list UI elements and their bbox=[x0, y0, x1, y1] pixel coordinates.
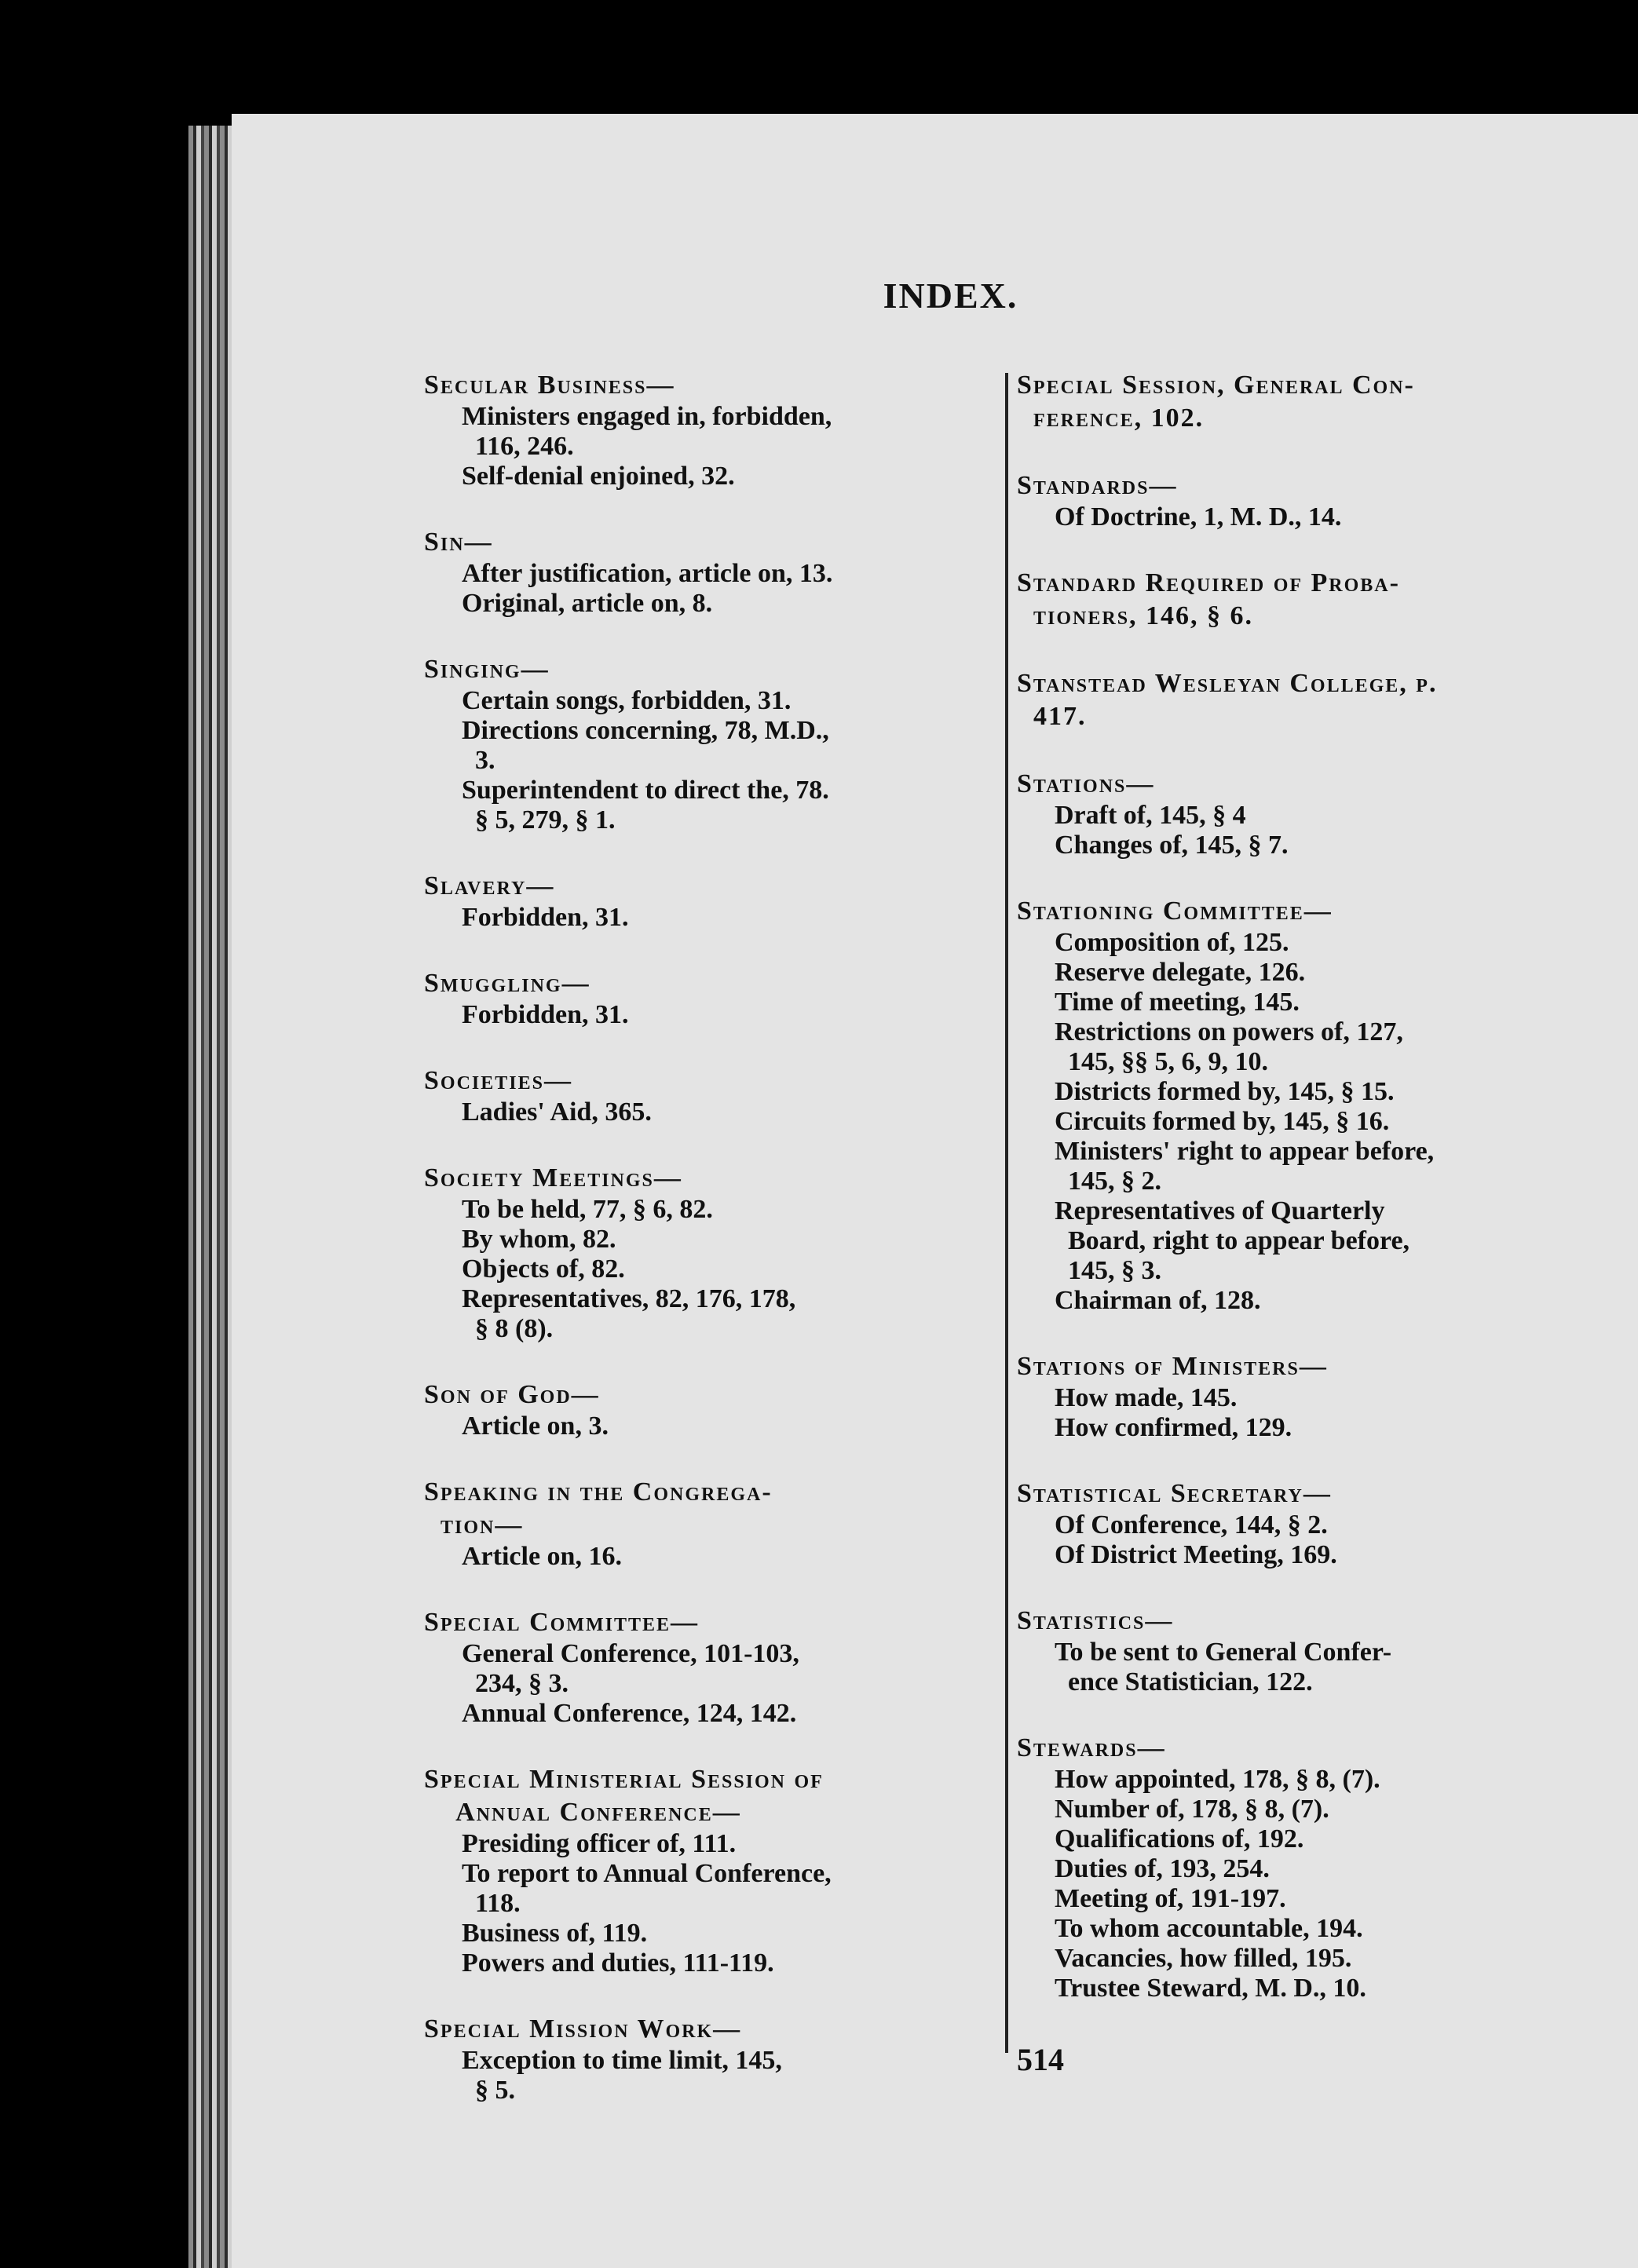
index-subentry: Composition of, 125. bbox=[1055, 928, 1289, 957]
index-heading: Stations of Ministers— bbox=[1017, 1352, 1328, 1381]
index-subentry: Board, right to appear before, bbox=[1055, 1226, 1410, 1255]
index-heading: Singing— bbox=[424, 655, 550, 684]
index-subentry: Powers and duties, 111-119. bbox=[462, 1948, 774, 1978]
index-subentry: Forbidden, 31. bbox=[462, 903, 629, 932]
index-heading: Speaking in the Congrega- tion— bbox=[424, 1477, 773, 1539]
index-subentry: 118. bbox=[462, 1889, 521, 1918]
index-subentry: Qualifications of, 192. bbox=[1055, 1824, 1304, 1853]
index-subentry: By whom, 82. bbox=[462, 1225, 616, 1254]
index-entry bbox=[1017, 369, 1638, 435]
index-heading: Standard Required of Proba- tioners, 146, § 6. bbox=[1017, 568, 1400, 630]
index-subentry: To whom accountable, 194. bbox=[1055, 1914, 1363, 1943]
index-heading: Special Committee— bbox=[424, 1608, 699, 1637]
index-heading: Societies— bbox=[424, 1066, 572, 1095]
index-subentry: 234, § 3. bbox=[462, 1669, 569, 1698]
index-heading: Sin— bbox=[424, 528, 493, 557]
index-entry bbox=[1017, 768, 1638, 860]
index-heading: Special Ministerial Session of Annual Conference— bbox=[424, 1765, 824, 1827]
book-page bbox=[232, 114, 1638, 2268]
index-subentry: Number of, 178, § 8, (7). bbox=[1055, 1795, 1329, 1824]
index-subentry: Directions concerning, 78, M.D., bbox=[462, 716, 829, 745]
index-subentry: Self-denial enjoined, 32. bbox=[462, 462, 735, 491]
index-subentry: How confirmed, 129. bbox=[1055, 1413, 1292, 1442]
index-subentry: Of District Meeting, 169. bbox=[1055, 1540, 1337, 1569]
index-heading: Slavery— bbox=[424, 871, 555, 900]
index-subentry: Vacancies, how filled, 195. bbox=[1055, 1944, 1352, 1973]
index-entry bbox=[1017, 469, 1638, 532]
index-heading: Special Mission Work— bbox=[424, 2014, 742, 2043]
index-subentry: Restrictions on powers of, 127, bbox=[1055, 1017, 1403, 1046]
index-subentry: Circuits formed by, 145, § 16. bbox=[1055, 1107, 1390, 1136]
page-number: 514 bbox=[1017, 2042, 1064, 2077]
page-edge bbox=[188, 126, 236, 2268]
index-heading: Secular Business— bbox=[424, 371, 675, 400]
index-subentry: Chairman of, 128. bbox=[1055, 1286, 1261, 1315]
index-entry bbox=[1017, 1732, 1638, 2003]
index-subentry: Duties of, 193, 254. bbox=[1055, 1854, 1270, 1883]
index-subentry: Ministers engaged in, forbidden, bbox=[462, 402, 832, 431]
index-subentry: 145, § 2. bbox=[1055, 1167, 1161, 1196]
index-entry bbox=[1017, 1605, 1638, 1697]
index-entry bbox=[1017, 1477, 1638, 1570]
index-subentry: ence Statistician, 122. bbox=[1055, 1667, 1313, 1696]
index-heading: Stanstead Wesleyan College, p. 417. bbox=[1017, 669, 1438, 731]
index-subentry: Changes of, 145, § 7. bbox=[1055, 831, 1289, 860]
index-subentry: Of Doctrine, 1, M. D., 14. bbox=[1055, 502, 1342, 531]
index-subentry: 145, §§ 5, 6, 9, 10. bbox=[1055, 1047, 1268, 1076]
index-subentry: Forbidden, 31. bbox=[462, 1000, 629, 1029]
index-subentry: Original, article on, 8. bbox=[462, 589, 713, 618]
index-subentry: 116, 246. bbox=[462, 432, 574, 461]
index-entry bbox=[1017, 567, 1638, 633]
index-subentry: Article on, 3. bbox=[462, 1412, 609, 1441]
index-subentry: General Conference, 101-103, bbox=[462, 1639, 799, 1668]
page-title: INDEX. bbox=[883, 276, 1018, 316]
index-subentry: Reserve delegate, 126. bbox=[1055, 958, 1306, 987]
index-subentry: Meeting of, 191-197. bbox=[1055, 1884, 1286, 1913]
index-subentry: § 5. bbox=[462, 2076, 515, 2105]
index-heading: Stationing Committee— bbox=[1017, 897, 1333, 926]
index-subentry: To be held, 77, § 6, 82. bbox=[462, 1195, 713, 1224]
index-entry bbox=[1017, 667, 1638, 733]
index-subentry: Certain songs, forbidden, 31. bbox=[462, 686, 792, 715]
index-subentry: Time of meeting, 145. bbox=[1055, 988, 1300, 1017]
index-subentry: Trustee Steward, M. D., 10. bbox=[1055, 1974, 1366, 2003]
index-subentry: Of Conference, 144, § 2. bbox=[1055, 1510, 1328, 1539]
index-subentry: To be sent to General Confer- bbox=[1055, 1638, 1392, 1667]
index-subentry: § 5, 279, § 1. bbox=[462, 805, 616, 835]
index-subentry: Representatives, 82, 176, 178, bbox=[462, 1284, 796, 1313]
index-subentry: Objects of, 82. bbox=[462, 1255, 625, 1284]
index-subentry: § 8 (8). bbox=[462, 1314, 554, 1343]
index-subentry: Draft of, 145, § 4 bbox=[1055, 801, 1246, 830]
index-subentry: Business of, 119. bbox=[462, 1919, 648, 1948]
index-subentry: To report to Annual Conference, bbox=[462, 1859, 832, 1888]
index-entry bbox=[1017, 1350, 1638, 1443]
index-subentry: Districts formed by, 145, § 15. bbox=[1055, 1077, 1395, 1106]
index-subentry: Article on, 16. bbox=[462, 1542, 622, 1571]
index-subentry: 3. bbox=[462, 746, 495, 775]
column-divider bbox=[1005, 373, 1008, 2053]
index-subentry: 145, § 3. bbox=[1055, 1256, 1161, 1285]
index-subentry: Superintendent to direct the, 78. bbox=[462, 776, 829, 805]
right-column bbox=[1017, 369, 1638, 2038]
index-entry bbox=[1017, 895, 1638, 1316]
index-heading: Stewards— bbox=[1017, 1733, 1166, 1762]
index-heading: Statistics— bbox=[1017, 1606, 1174, 1635]
index-subentry: After justification, article on, 13. bbox=[462, 559, 833, 588]
index-heading: Standards— bbox=[1017, 471, 1178, 500]
index-subentry: How appointed, 178, § 8, (7). bbox=[1055, 1765, 1380, 1794]
index-heading: Smuggling— bbox=[424, 969, 590, 998]
index-subentry: Ministers' right to appear before, bbox=[1055, 1137, 1435, 1166]
index-subentry: Representatives of Quarterly bbox=[1055, 1196, 1385, 1225]
index-subentry: Presiding officer of, 111. bbox=[462, 1829, 737, 1858]
index-subentry: Annual Conference, 124, 142. bbox=[462, 1699, 797, 1728]
index-heading: Society Meetings— bbox=[424, 1163, 682, 1192]
index-subentry: How made, 145. bbox=[1055, 1383, 1238, 1412]
index-subentry: Exception to time limit, 145, bbox=[462, 2046, 782, 2075]
index-heading: Special Session, General Con- ference, 102. bbox=[1017, 371, 1415, 433]
index-heading: Stations— bbox=[1017, 769, 1155, 798]
index-subentry: Ladies' Aid, 365. bbox=[462, 1097, 652, 1127]
index-heading: Son of God— bbox=[424, 1380, 600, 1409]
index-heading: Statistical Secretary— bbox=[1017, 1479, 1332, 1508]
